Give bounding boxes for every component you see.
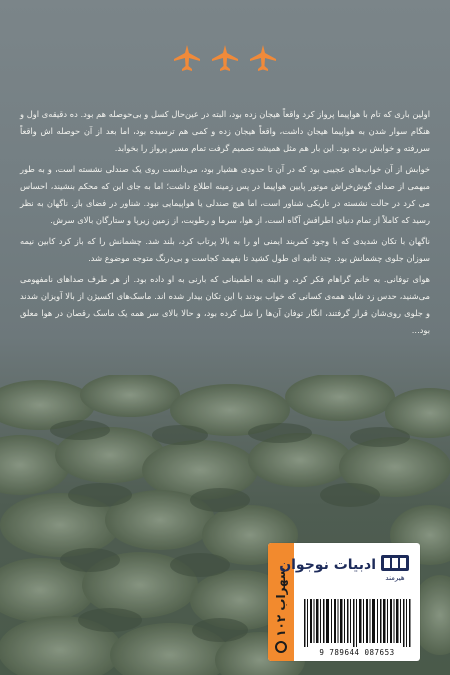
blurb-text: [20, 106, 430, 343]
airplane-icons-row: [0, 44, 450, 72]
barcode: [302, 599, 412, 647]
airplane-icon: [249, 44, 277, 72]
paragraph: خوابش از آن خواب‌های عجیبی بود که در آن تا حدودی هشیار بود، می‌دانست روی یک صندلی نشسته است، و به طور مبهمی از صدای گوش‌خراش موتور پایین هواپیما در پس زمینه اطلاع داشت؛ اما به جای این که محکم بنشیند، احساس می کرد در حالت نشسته در تاریکی شناور است، اما هیچ صندلی یا هواپیمایی نبود. شناور در فضای باز. ناگهان به نظر رسید که کاملاً از تمام دنیای اطرافش آگاه است، از هوا، سرما و رطوبت، از زمین زیرپا و ستارگان بالای سرش.: [20, 164, 430, 225]
publisher-logo-icon: [380, 553, 410, 583]
circle-mark-icon: [275, 641, 287, 653]
airplane-icon: [173, 44, 201, 72]
spine-label: سهراب ۱۰۲: [274, 567, 288, 637]
paragraph: هوای توفانی. به خانم گراهام فکر کرد، و البته به اطمینانی که بارنی به او داده بود. از هر طرف صداهای نامفهومی می‌شنید، حدس زد شاید همه‌ی کسانی که خواب بودند با این تکان بیدار شده اند. ماسک‌های اکسیژن از بالا آویزان شدند و جلوی روی‌شان قرار گرفتند، انگار توفان آن‌ها را شل کرده بود، و حالا بالای سر همه یک ماسک رقصان در هوا معلق بود...: [20, 274, 430, 335]
paragraph: اولین باری که تام با هواپیما پرواز کرد واقعاً هیجان زده بود، البته در عین‌حال کسل و بی‌حوصله هم بود. ده دقیقه‌ی اول و هنگام سوار شدن به هواپیما هیجان داشت، واقعاً هیجان زده و کمی هم ترسیده بود، اما بعد از آن حوصله اش واقعاً سررفته و خوابش برده بود. این بار هم مثل همیشه تصمیم گرفت تمام مسیر پرواز را بخوابد.: [20, 109, 430, 153]
series-title: ادبیات نوجوان: [279, 557, 376, 573]
publisher-name: هیرمند: [385, 574, 405, 582]
airplane-icon: [211, 44, 239, 72]
series-label-box: [268, 543, 420, 661]
paragraph: ناگهان با تکان شدیدی که با وجود کمربند ایمنی او را به بالا پرتاب کرد، بلند شد. چشمانش را که باز کرد کابین نیمه سوزان جلوی چشمانش بود. چند ثانیه ای طول کشید تا بفهمد کجاست و بی‌درنگ متوجه موضوع شد.: [20, 236, 430, 263]
barcode-number: 9 789644 087653: [319, 648, 395, 657]
